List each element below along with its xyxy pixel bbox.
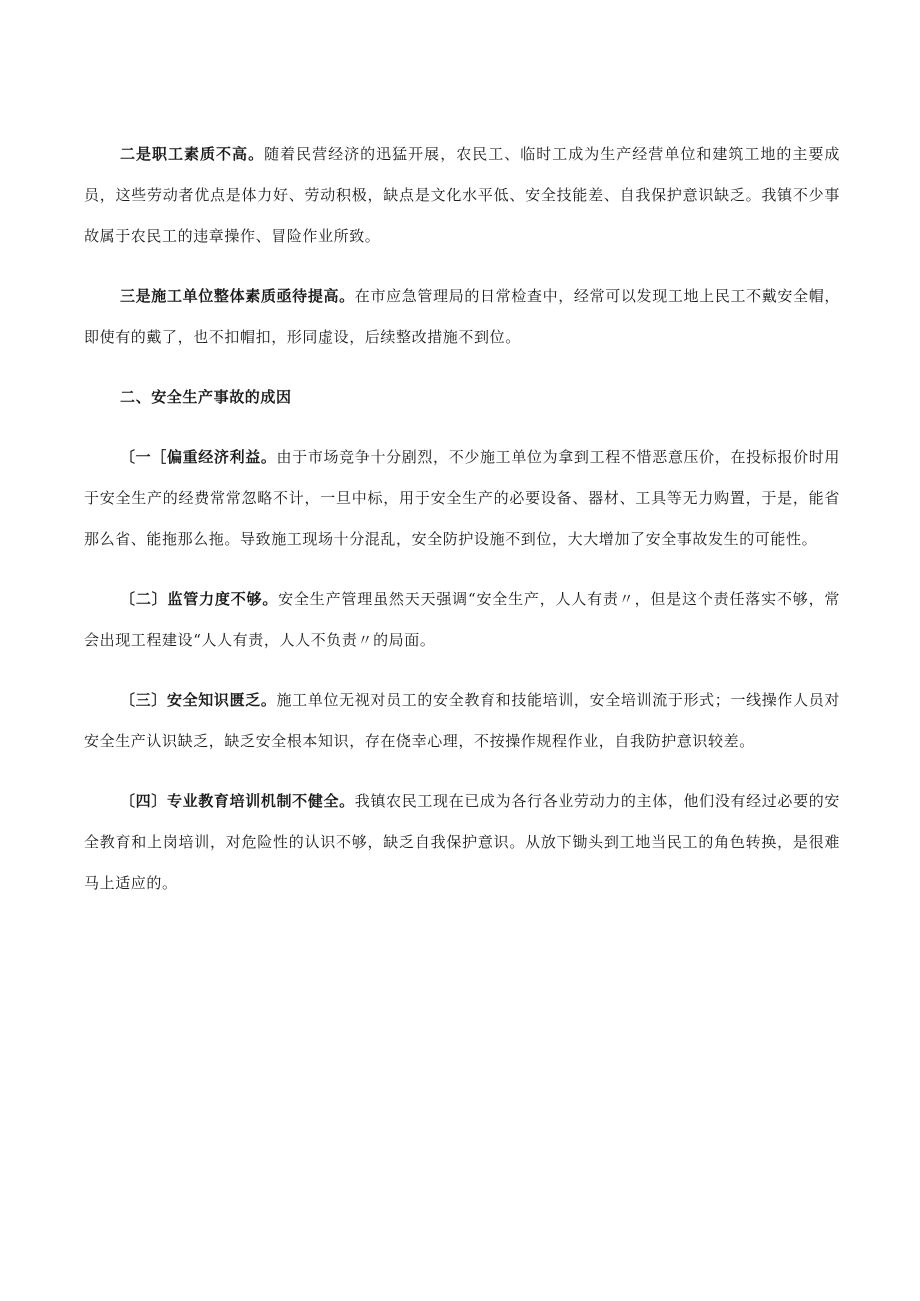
paragraph-contractor-quality — [84, 276, 840, 358]
paragraph-safety-knowledge — [84, 680, 840, 762]
paragraph-worker-quality — [84, 134, 840, 257]
section-heading-causes — [84, 377, 840, 418]
paragraph-text: 安全生产管理虽然天天强调“安全生产，人人有责〃，但是这个责任落实不够，常会出现工程建设“人人有责，人人不负责〃的局面。 — [84, 590, 840, 649]
paragraph-text: 由于市场竞争十分剧烈，不少施工单位为拿到工程不惜恶意压价，在投标报价时用于安全生产的经费常常忽略不计，一旦中标，用于安全生产的必要设备、器材、工具等无力购置，于是，能省那么省、能拖那么拖。导致施工现场十分混乱，安全防护设施不到位，大大增加了安全事故发生的可能性。 — [84, 448, 840, 548]
document-body — [84, 134, 840, 923]
paragraph-text: 随着民营经济的迅猛开展，农民工、临时工成为生产经营单位和建筑工地的主要成员，这些劳动者优点是体力好、劳动积极，缺点是文化水平低、安全技能差、自我保护意识缺乏。我镇不少事故属于农民工的违章操作、冒险作业所致。 — [84, 145, 841, 245]
paragraph-lead: 二是职工素质不高。 — [120, 145, 265, 163]
paragraph-training-mechanism — [84, 781, 840, 904]
paragraph-text: 我镇农民工现在已成为各行各业劳动力的主体，他们没有经过必要的安全教育和上岗培训，对危险性的认识不够，缺乏自我保护意识。从放下锄头到工地当民工的角色转换，是很难马上适应的。 — [84, 792, 840, 892]
section-heading-text: 二、安全生产事故的成因 — [120, 388, 292, 406]
paragraph-text: 施工单位无视对员工的安全教育和技能培训，安全培训流于形式；一线操作人员对安全生产认识缺乏，缺乏安全根本知识，存在侥幸心理，不按操作规程作业，自我防护意识较差。 — [84, 691, 840, 750]
paragraph-text: 在市应急管理局的日常检查中，经常可以发现工地上民工不戴安全帽，即使有的戴了，也不扣帽扣，形同虚设，后续整改措施不到位。 — [84, 287, 840, 346]
paragraph-lead: 三是施工单位整体素质亟待提高。 — [120, 287, 355, 305]
paragraph-lead: 〔三〕安全知识匮乏。 — [120, 691, 277, 709]
paragraph-supervision — [84, 579, 840, 661]
paragraph-lead: 〔二〕监管力度不够。 — [120, 590, 279, 608]
paragraph-economic-interest — [84, 437, 840, 560]
paragraph-lead: 〔一［偏重经济利益。 — [120, 448, 277, 466]
paragraph-lead: 〔四〕专业教育培训机制不健全。 — [120, 792, 355, 810]
